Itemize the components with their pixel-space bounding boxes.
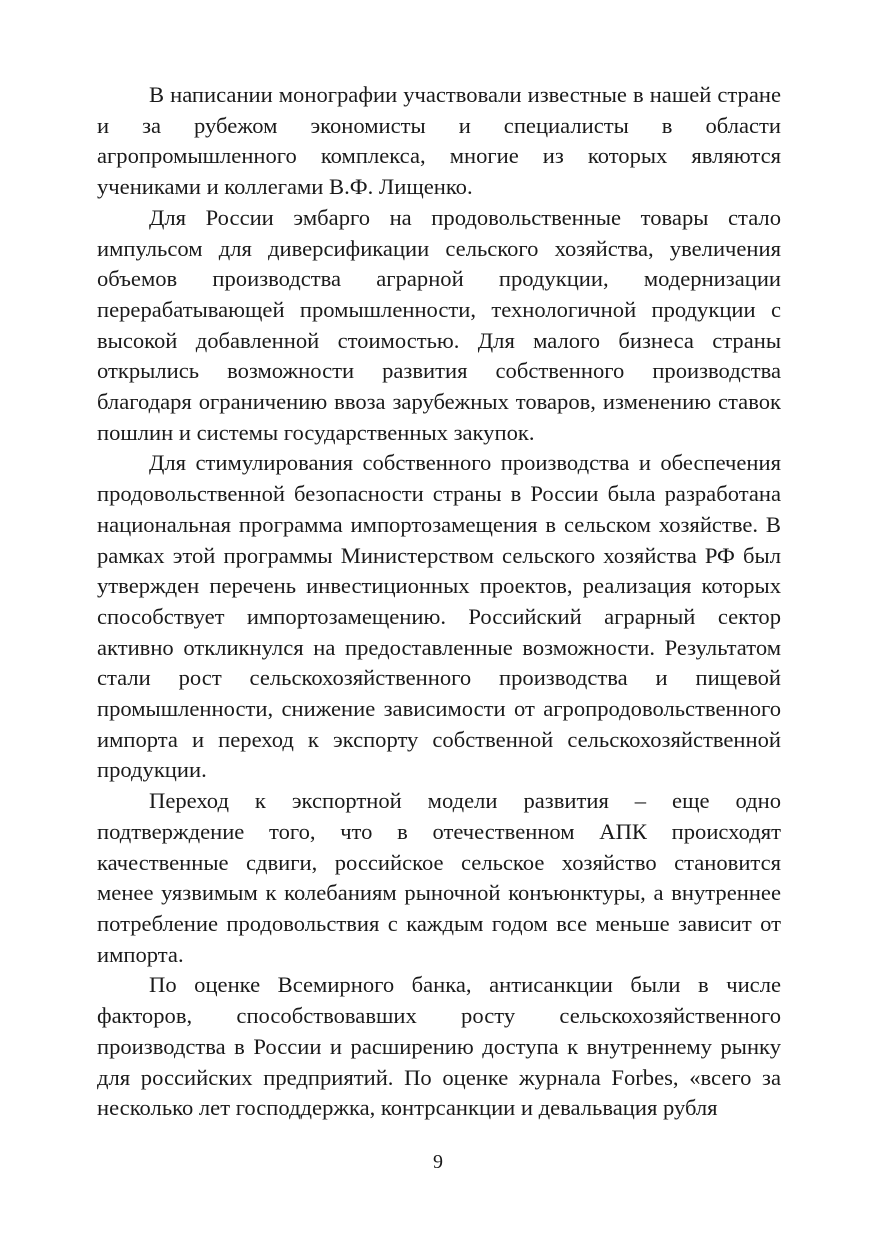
body-text xyxy=(97,80,781,1124)
paragraph-embargo: Для России эмбарго на продовольственные товары стало импульсом для диверсификации сельского хозяйства, увеличения объемов производства аграрной продукции, модернизации перерабатывающей промышленности, технологичной продукции с высокой добавленной стоимостью. Для малого бизнеса страны открылись возможности развития собственного производства благодаря ограничению ввоза зарубежных товаров, изменению ставок пошлин и системы государственных закупок. xyxy=(97,204,781,445)
paragraph-export-model: Переход к экспортной модели развития – еще одно подтверждение того, что в отечественном АПК происходят качественные сдвиги, российское сельское хозяйство становится менее уязвимым к колебаниям рыночной конъюнктуры, а внутреннее потребление продовольствия с каждым годом все меньше зависит от импорта. xyxy=(97,788,781,967)
paragraph-authors: В написании монографии участвовали известные в нашей стране и за рубежом экономисты и специалисты в области агропромышленного комплекса, многие из которых являются учениками и коллегами В.Ф. Лищенко. xyxy=(97,82,781,200)
paragraph-import-substitution: Для стимулирования собственного производства и обеспечения продовольственной безопасности страны в России была разработана национальная программа импортозамещения в сельском хозяйстве. В рамках этой программы Министерством сельского хозяйства РФ был утвержден перечень инвестиционных проектов, реализация которых способствует импортозамещению. Российский аграрный сектор активно откликнулся на предоставленные возможности. Результатом стали рост сельскохозяйственного производства и пищевой промышленности, снижение зависимости от агропродовольственного импорта и переход к экспорту собственной сельскохозяйственной продукции. xyxy=(97,450,781,783)
page-number: 9 xyxy=(433,1151,443,1173)
paragraph-world-bank: По оценке Всемирного банка, антисанкции были в числе факторов, способствовавших росту сельскохозяйственного производства в России и расширению доступа к внутреннему рынку для российских предприятий. По оценке журнала Forbes, «всего за несколько лет господдержка, контрсанкции и девальвация рубля xyxy=(97,972,781,1121)
